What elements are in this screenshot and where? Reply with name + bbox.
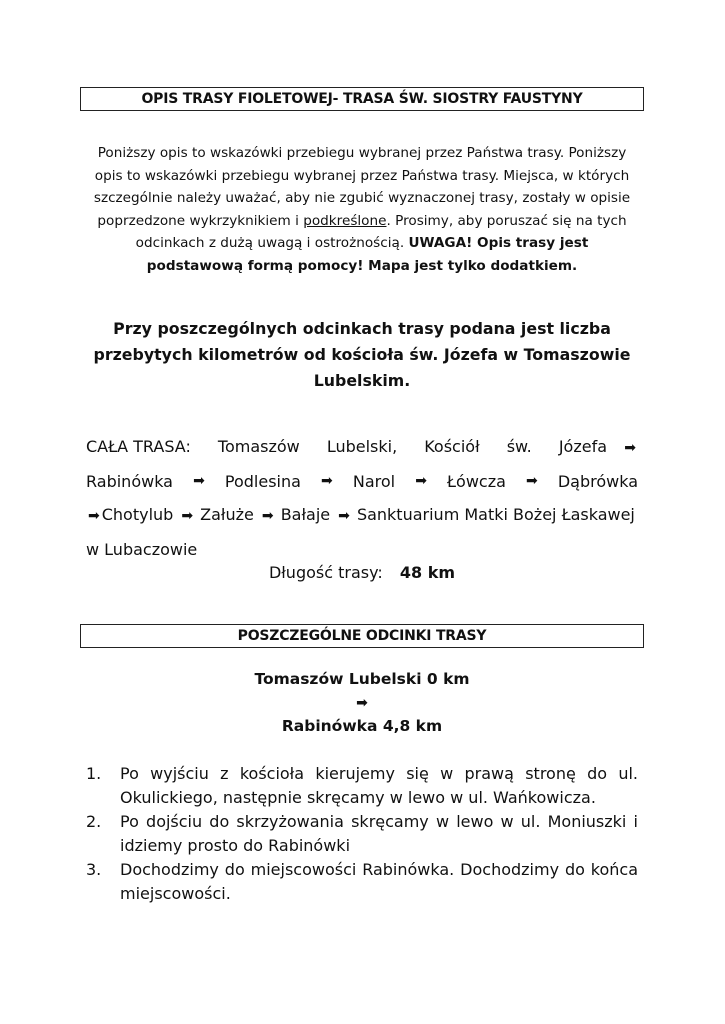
full-route bbox=[86, 430, 638, 566]
intro-text-2: . Prosimy, aby poruszać się na tych odcinkach z dużą uwagą i ostrożnością. bbox=[135, 212, 627, 251]
route-stop: Narol bbox=[352, 472, 396, 491]
route-length bbox=[86, 560, 638, 586]
step-number: 3. bbox=[86, 860, 102, 879]
route-line-3 bbox=[86, 498, 638, 533]
arrow-right-icon: ➡ bbox=[624, 440, 636, 456]
arrow-right-icon: ➡ bbox=[415, 473, 427, 489]
route-stop: Podlesina bbox=[224, 472, 301, 491]
route-stop: Łówcza bbox=[447, 472, 506, 491]
segment-to: Rabinówka 4,8 km bbox=[281, 717, 443, 735]
step-text: Po wyjściu z kościoła kierujemy się w prawą stronę do ul. Okulickiego, następnie skręcamy w lewo w ul. Wańkowicza. bbox=[120, 764, 638, 807]
section-title-box bbox=[80, 624, 644, 648]
route-line-2 bbox=[86, 465, 638, 498]
step-text: Dochodzimy do miejscowości Rabinówka. Dochodzimy do końca miejscowości. bbox=[120, 860, 638, 903]
route-word: Kościół bbox=[424, 437, 480, 456]
arrow-right-icon: ➡ bbox=[526, 473, 538, 489]
route-stop: Chotylub bbox=[101, 505, 174, 524]
route-length-value: 48 km bbox=[399, 563, 456, 582]
arrow-right-icon: ➡ bbox=[356, 695, 368, 711]
arrow-right-icon: ➡ bbox=[181, 508, 194, 524]
list-item bbox=[86, 858, 638, 906]
step-number: 1. bbox=[86, 764, 102, 783]
route-stop: Sanktuarium Matki Bożej Łaskawej bbox=[356, 505, 635, 524]
arrow-right-icon: ➡ bbox=[193, 473, 205, 489]
route-word: Józefa bbox=[558, 437, 607, 456]
route-label: CAŁA TRASA: bbox=[86, 437, 191, 456]
route-line-1 bbox=[86, 430, 638, 465]
intro-paragraph bbox=[86, 142, 638, 277]
list-item bbox=[86, 762, 638, 810]
list-item bbox=[86, 810, 638, 858]
route-stop: Dąbrówka bbox=[557, 472, 638, 491]
route-title: OPIS TRASY FIOLETOWEJ- TRASA ŚW. SIOSTRY FAUSTYNY bbox=[141, 91, 583, 107]
route-word: Tomaszów bbox=[217, 437, 300, 456]
km-note: Przy poszczególnych odcinkach trasy podana jest liczba przebytych kilometrów od kościoła św. Józefa w Tomaszowie Lubelskim. bbox=[93, 319, 631, 390]
route-word: Lubelski, bbox=[326, 437, 398, 456]
route-stop: Załuże bbox=[200, 505, 254, 524]
intro-warning: UWAGA! Opis trasy jest podstawową formą pomocy! Mapa jest tylko dodatkiem. bbox=[146, 235, 589, 274]
arrow-right-icon: ➡ bbox=[88, 508, 100, 524]
segment-from: Tomaszów Lubelski 0 km bbox=[254, 670, 470, 688]
arrow-right-icon: ➡ bbox=[338, 508, 350, 524]
step-text: Po dojściu do skrzyżowania skręcamy w lewo w ul. Moniuszki i idziemy prosto do Rabinówki bbox=[120, 812, 638, 855]
section-title: POSZCZEGÓLNE ODCINKI TRASY bbox=[237, 628, 487, 644]
intro-underlined: podkreślone bbox=[303, 212, 387, 229]
route-word: św. bbox=[506, 437, 532, 456]
route-title-box bbox=[80, 87, 644, 111]
intro-text-1: Poniższy opis to wskazówki przebiegu wybranej przez Państwa trasy. Poniższy opis to wskazówki przebiegu wybranej przez Państwa trasy. Miejsca, w których szczególnie należy uważać, aby nie zgubić wyznaczonej trasy, zostały w opisie poprzedzone wykrzyknikiem i bbox=[93, 145, 631, 229]
arrow-right-icon: ➡ bbox=[321, 473, 333, 489]
route-stop: w Lubaczowie bbox=[86, 540, 198, 559]
route-stop: Bałaje bbox=[280, 505, 331, 524]
steps-list bbox=[86, 762, 638, 906]
arrow-right-icon: ➡ bbox=[261, 508, 274, 524]
route-length-label: Długość trasy: bbox=[268, 563, 383, 582]
segment-header bbox=[86, 668, 638, 738]
route-stop: Rabinówka bbox=[86, 472, 173, 491]
step-number: 2. bbox=[86, 812, 102, 831]
